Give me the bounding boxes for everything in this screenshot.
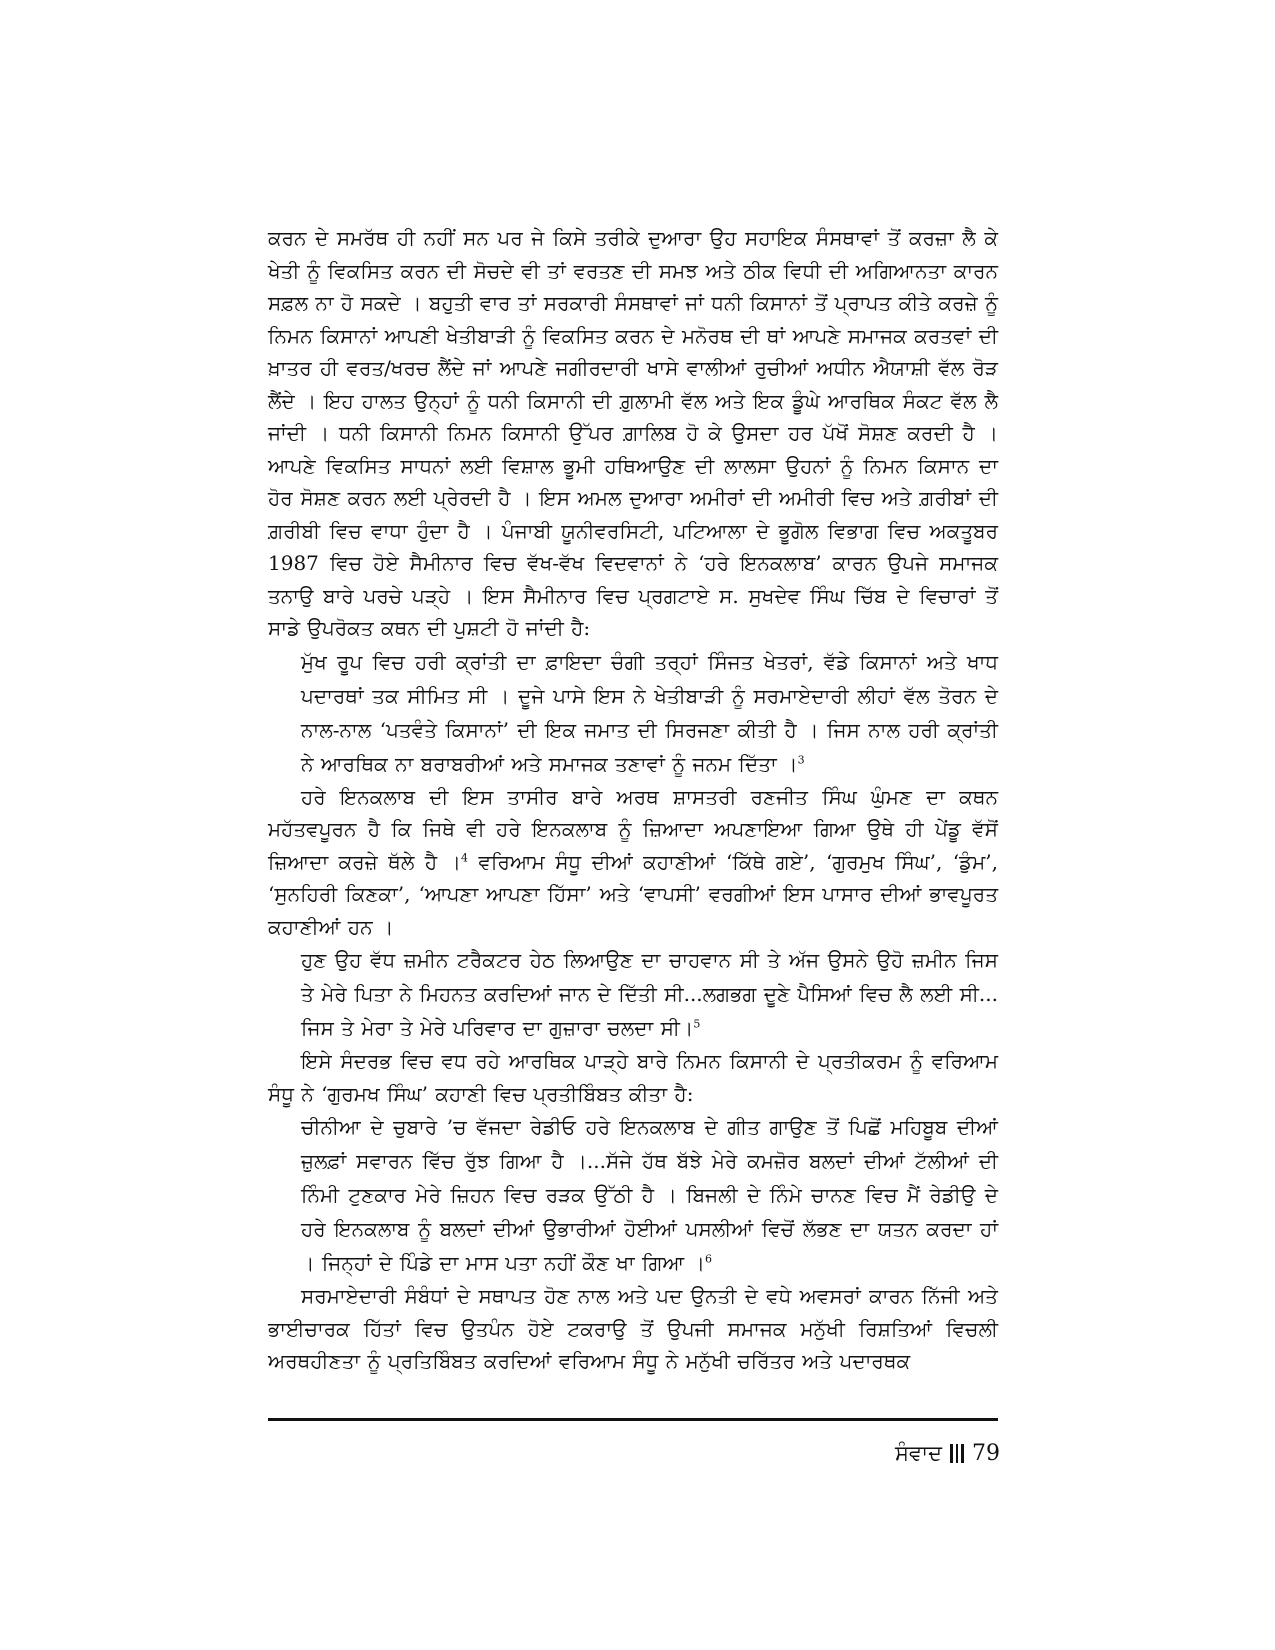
- quote-text: ਚੀਨੀਆ ਦੇ ਚੁਬਾਰੇ ’ਚ ਵੱਜਦਾ ਰੇਡੀਓ ਹਰੇ ਇਨਕਲਾਬ ਦੇ ਗੀਤ ਗਾਉਣ ਤੋਂ ਪਿਛੋਂ ਮਹਿਬੂਬ ਦੀਆਂ ਜ਼ੁਲਫ਼ਾਂ ਸਵਾਰਨ ਵਿੱਚ ਰੁੱਝ ਗਿਆ ਹੈ ।...ਸੱਜੇ ਹੱਥ ਬੱਝੇ ਮੇਰੇ ਕਮਜ਼ੋਰ ਬਲਦਾਂ ਦੀਆਂ ਟੱਲੀਆਂ ਦੀ ਨਿੰਮੀ ਟੁਣਕਾਰ ਮੇਰੇ ਜ਼ਿਹਨ ਵਿਚ ਰੜਕ ਉੱਠੀ ਹੈ । ਬਿਜਲੀ ਦੇ ਨਿੰਮੇ ਚਾਨਣ ਵਿਚ ਮੈਂ ਰੇਡੀਉ ਦੇ ਹਰੇ ਇਨਕਲਾਬ ਨੂੰ ਬਲਦਾਂ ਦੀਆਂ ਉਭਾਰੀਆਂ ਹੋਈਆਂ ਪਸਲੀਆਂ ਵਿਚੋਂ ਲੱਭਣ ਦਾ ਯਤਨ ਕਰਦਾ ਹਾਂ । ਜਿਨ੍ਹਾਂ ਦੇ ਪਿੰਡੇ ਦਾ ਮਾਸ ਪਤਾ ਨਹੀਂ ਕੌਣ ਖਾ ਗਿਆ ।: [301, 1115, 998, 1275]
- body-text: [268, 222, 998, 1378]
- journal-name: ਸੰਵਾਦ: [894, 1440, 942, 1465]
- footer-rule: [268, 1418, 998, 1421]
- footnote-ref: 5: [693, 1017, 701, 1031]
- paragraph-1: ਕਰਨ ਦੇ ਸਮਰੱਥ ਹੀ ਨਹੀਂ ਸਨ ਪਰ ਜੇ ਕਿਸੇ ਤਰੀਕੇ ਦੁਆਰਾ ਉਹ ਸਹਾਇਕ ਸੰਸਥਾਵਾਂ ਤੋਂ ਕਰਜ਼ਾ ਲੈ ਕੇ ਖੇਤੀ ਨੂੰ ਵਿਕਸਿਤ ਕਰਨ ਦੀ ਸੋਚਦੇ ਵੀ ਤਾਂ ਵਰਤਣ ਦੀ ਸਮਝ ਅਤੇ ਠੀਕ ਵਿਧੀ ਦੀ ਅਗਿਆਨਤਾ ਕਾਰਨ ਸਫ਼ਲ ਨਾ ਹੋ ਸਕਦੇ । ਬਹੁਤੀ ਵਾਰ ਤਾਂ ਸਰਕਾਰੀ ਸੰਸਥਾਵਾਂ ਜਾਂ ਧਨੀ ਕਿਸਾਨਾਂ ਤੋਂ ਪ੍ਰਾਪਤ ਕੀਤੇ ਕਰਜ਼ੇ ਨੂੰ ਨਿਮਨ ਕਿਸਾਨਾਂ ਆਪਣੀ ਖੇਤੀਬਾੜੀ ਨੂੰ ਵਿਕਸਿਤ ਕਰਨ ਦੇ ਮਨੋਰਥ ਦੀ ਥਾਂ ਆਪਣੇ ਸਮਾਜਕ ਕਰਤਵਾਂ ਦੀ ਖ਼ਾਤਰ ਹੀ ਵਰਤ/ਖਰਚ ਲੈਂਦੇ ਜਾਂ ਆਪਣੇ ਜਗੀਰਦਾਰੀ ਖਾਸੇ ਵਾਲੀਆਂ ਰੁਚੀਆਂ ਅਧੀਨ ਐਯਾਸ਼ੀ ਵੱਲ ਰੋੜ ਲੈਂਦੇ । ਇਹ ਹਾਲਤ ਉਨ੍ਹਾਂ ਨੂੰ ਧਨੀ ਕਿਸਾਨੀ ਦੀ ਗ਼ੁਲਾਮੀ ਵੱਲ ਅਤੇ ਇਕ ਡੂੰਘੇ ਆਰਥਿਕ ਸੰਕਟ ਵੱਲ ਲੈ ਜਾਂਦੀ । ਧਨੀ ਕਿਸਾਨੀ ਨਿਮਨ ਕਿਸਾਨੀ ਉੱਪਰ ਗ਼ਾਲਿਬ ਹੋ ਕੇ ਉਸਦਾ ਹਰ ਪੱਖੋਂ ਸੋਸ਼ਣ ਕਰਦੀ ਹੈ । ਆਪਣੇ ਵਿਕਸਿਤ ਸਾਧਨਾਂ ਲਈ ਵਿਸ਼ਾਲ ਭੂਮੀ ਹਥਿਆਉਣ ਦੀ ਲਾਲਸਾ ਉਹਨਾਂ ਨੂੰ ਨਿਮਨ ਕਿਸਾਨ ਦਾ ਹੋਰ ਸੋਸ਼ਣ ਕਰਨ ਲਈ ਪ੍ਰੇਰਦੀ ਹੈ । ਇਸ ਅਮਲ ਦੁਆਰਾ ਅਮੀਰਾਂ ਦੀ ਅਮੀਰੀ ਵਿਚ ਅਤੇ ਗ਼ਰੀਬਾਂ ਦੀ ਗ਼ਰੀਬੀ ਵਿਚ ਵਾਧਾ ਹੁੰਦਾ ਹੈ । ਪੰਜਾਬੀ ਯੂਨੀਵਰਸਿਟੀ, ਪਟਿਆਲਾ ਦੇ ਭੂਗੋਲ ਵਿਭਾਗ ਵਿਚ ਅਕਤੂਬਰ 1987 ਵਿਚ ਹੋਏ ਸੈਮੀਨਾਰ ਵਿਚ ਵੱਖ-ਵੱਖ ਵਿਦਵਾਨਾਂ ਨੇ ‘ਹਰੇ ਇਨਕਲਾਬ’ ਕਾਰਨ ਉਪਜੇ ਸਮਾਜਕ ਤਨਾਉ ਬਾਰੇ ਪਰਚੇ ਪੜ੍ਹੇ । ਇਸ ਸੈਮੀਨਾਰ ਵਿਚ ਪ੍ਰਗਟਾਏ ਸ. ਸੁਖਦੇਵ ਸਿੰਘ ਚਿੱਬ ਦੇ ਵਿਚਾਰਾਂ ਤੋਂ ਸਾਡੇ ਉਪਰੋਕਤ ਕਥਨ ਦੀ ਪੁਸ਼ਟੀ ਹੋ ਜਾਂਦੀ ਹੈ:: [268, 226, 998, 640]
- paragraph-text: ਹਰੇ ਇਨਕਲਾਬ ਦੀ ਇਸ ਤਾਸੀਰ ਬਾਰੇ ਅਰਥ ਸ਼ਾਸਤਰੀ ਰਣਜੀਤ ਸਿੰਘ ਘੁੰਮਣ ਦਾ ਕਥਨ ਮਹੱਤਵਪੂਰਨ ਹੈ ਕਿ ਜਿਥੇ ਵੀ ਹਰੇ ਇਨਕਲਾਬ ਨੂੰ ਜ਼ਿਆਦਾ ਅਪਣਾਇਆ ਗਿਆ ਉਥੇ ਹੀ ਪੇਂਡੂ ਵੱਸੋਂ ਜ਼ਿਆਦਾ ਕਰਜ਼ੇ ਥੱਲੇ ਹੈ ।: [268, 784, 998, 874]
- quote-text: ਹੁਣ ਉਹ ਵੱਧ ਜ਼ਮੀਨ ਟਰੈਕਟਰ ਹੇਠ ਲਿਆਉਣ ਦਾ ਚਾਹਵਾਨ ਸੀ ਤੇ ਅੱਜ ਉਸਨੇ ਉਹੋ ਜ਼ਮੀਨ ਜਿਸ ਤੇ ਮੇਰੇ ਪਿਤਾ ਨੇ ਮਿਹਨਤ ਕਰਦਿਆਂ ਜਾਨ ਦੇ ਦਿੱਤੀ ਸੀ...ਲਗਭਗ ਦੂਣੇ ਪੈਸਿਆਂ ਵਿਚ ਲੈ ਲਈ ਸੀ... ਜਿਸ ਤੇ ਮੇਰਾ ਤੇ ਮੇਰੇ ਪਰਿਵਾਰ ਦਾ ਗੁਜ਼ਾਰਾ ਚਲਦਾ ਸੀ।: [301, 948, 998, 1040]
- footnote-ref: 3: [797, 752, 805, 766]
- separator-bars-icon: [950, 1443, 964, 1463]
- block-quote-3: [268, 1110, 998, 1280]
- paragraph-3: ਇਸੇ ਸੰਦਰਭ ਵਿਚ ਵਧ ਰਹੇ ਆਰਥਿਕ ਪਾੜ੍ਹੇ ਬਾਰੇ ਨਿਮਨ ਕਿਸਾਨੀ ਦੇ ਪ੍ਰਤੀਕਰਮ ਨੂੰ ਵਰਿਆਮ ਸੰਧੂ ਨੇ ‘ਗੁਰਮਖ ਸਿੰਘ’ ਕਹਾਣੀ ਵਿਚ ਪ੍ਰਤੀਬਿੰਬਤ ਕੀਤਾ ਹੈ:: [268, 1049, 998, 1106]
- footnote-ref: 4: [461, 850, 469, 864]
- quote-text: ਮੁੱਖ ਰੂਪ ਵਿਚ ਹਰੀ ਕ੍ਰਾਂਤੀ ਦਾ ਫ਼ਾਇਦਾ ਚੰਗੀ ਤਰ੍ਹਾਂ ਸਿੰਜਤ ਖੇਤਰਾਂ, ਵੱਡੇ ਕਿਸਾਨਾਂ ਅਤੇ ਖਾਧ ਪਦਾਰਥਾਂ ਤਕ ਸੀਮਿਤ ਸੀ । ਦੂਜੇ ਪਾਸੇ ਇਸ ਨੇ ਖੇਤੀਬਾੜੀ ਨੂੰ ਸਰਮਾਏਦਾਰੀ ਲੀਹਾਂ ਵੱਲ ਤੋਰਨ ਦੇ ਨਾਲ-ਨਾਲ ‘ਪਤਵੰਤੇ ਕਿਸਾਨਾਂ’ ਦੀ ਇਕ ਜਮਾਤ ਦੀ ਸਿਰਜਣਾ ਕੀਤੀ ਹੈ । ਜਿਸ ਨਾਲ ਹਰੀ ਕ੍ਰਾਂਤੀ ਨੇ ਆਰਥਿਕ ਨਾ ਬਰਾਬਰੀਆਂ ਅਤੇ ਸਮਾਜਕ ਤਣਾਵਾਂ ਨੂੰ ਜਨਮ ਦਿੱਤਾ ।: [301, 649, 998, 776]
- page-number: 79: [972, 1440, 1000, 1466]
- paragraph-text: ਵਰਿਆਮ ਸੰਧੂ ਦੀਆਂ ਕਹਾਣੀਆਂ ‘ਕਿੱਥੇ ਗਏ’, ‘ਗੁਰਮੁਖ ਸਿੰਘ’, ‘ਡੁੰਮ’, ‘ਸੁਨਹਿਰੀ ਕਿਣਕਾ’, ‘ਆਪਣਾ ਆਪਣਾ ਹਿੱਸਾ’ ਅਤੇ ‘ਵਾਪਸੀ’ ਵਰਗੀਆਂ ਇਸ ਪਾਸਾਰ ਦੀਆਂ ਭਾਵਪੂਰਤ ਕਹਾਣੀਆਂ ਹਨ ।: [268, 849, 998, 939]
- page-footer: [860, 1435, 1000, 1471]
- footnote-ref: 6: [704, 1252, 712, 1266]
- block-quote-2: [268, 943, 998, 1045]
- paragraph-2: [268, 781, 998, 944]
- block-quote-1: [268, 645, 998, 781]
- paragraph-4: ਸਰਮਾਏਦਾਰੀ ਸੰਬੰਧਾਂ ਦੇ ਸਥਾਪਤ ਹੋਣ ਨਾਲ ਅਤੇ ਪਦ ਉਨਤੀ ਦੇ ਵਧੇ ਅਵਸਰਾਂ ਕਾਰਨ ਨਿੱਜੀ ਅਤੇ ਭਾਈਚਾਰਕ ਹਿੱਤਾਂ ਵਿਚ ਉਤਪੰਨ ਹੋਏ ਟਕਰਾਉ ਤੋਂ ਉਪਜੀ ਸਮਾਜਕ ਮਨੁੱਖੀ ਰਿਸ਼ਤਿਆਂ ਵਿਚਲੀ ਅਰਥਹੀਣਤਾ ਨੂੰ ਪ੍ਰਤਿਬਿੰਬਤ ਕਰਦਿਆਂ ਵਰਿਆਮ ਸੰਧੂ ਨੇ ਮਨੁੱਖੀ ਚਰਿੱਤਰ ਅਤੇ ਪਦਾਰਥਕ: [268, 1284, 998, 1373]
